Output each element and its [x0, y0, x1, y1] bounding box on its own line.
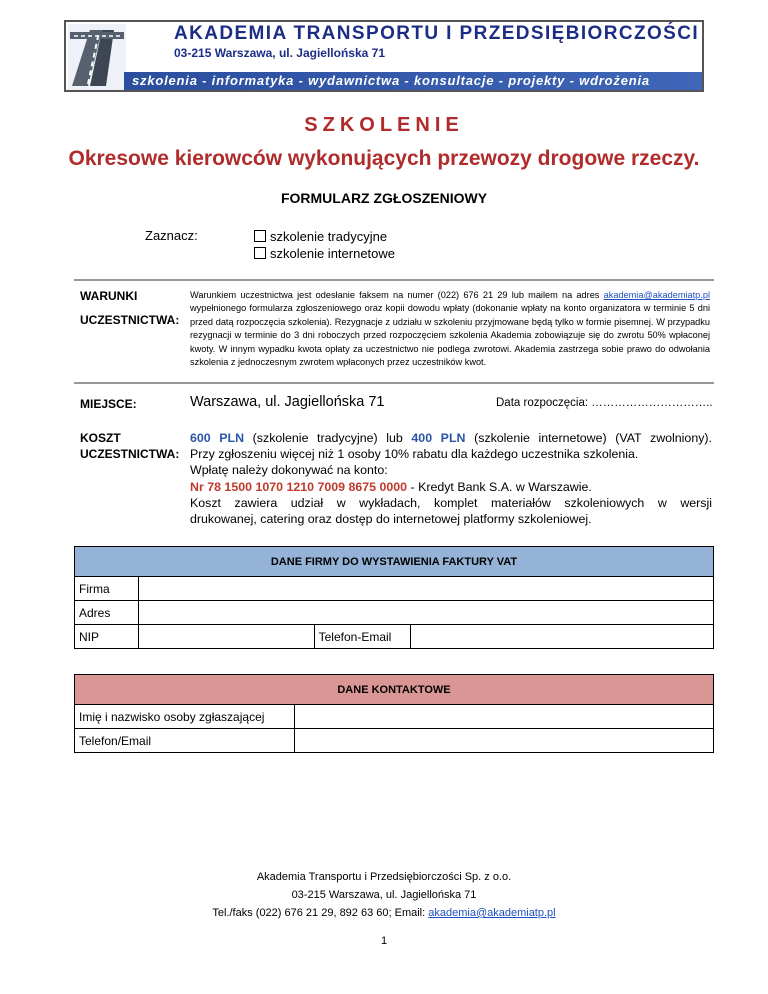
- footer-company: Akademia Transportu i Przedsiębiorczości Sp. z o.o.: [256, 871, 512, 883]
- road-logo-icon: [68, 24, 126, 90]
- price-online: 400 PLN: [411, 431, 466, 445]
- option-online[interactable]: [254, 246, 395, 261]
- option-traditional-label: szkolenie tradycyjne: [270, 229, 388, 244]
- choice-label: Zaznacz:: [145, 228, 198, 243]
- includes-line: Koszt zawiera udział w wykładach, komplet materiałów szkoleniowych w wersji: [190, 495, 712, 510]
- name-input[interactable]: [294, 705, 713, 729]
- footer-address: 03-215 Warszawa, ul. Jagiellońska 71: [291, 889, 477, 901]
- checkbox-online[interactable]: [254, 247, 266, 259]
- footer-email-link[interactable]: akademia@akademiatp.pl: [428, 907, 556, 919]
- address-label: Adres: [75, 601, 139, 625]
- address-input[interactable]: [138, 601, 713, 625]
- name-label: Imię i nazwisko osoby zgłaszającej: [75, 705, 295, 729]
- contact-phone-input[interactable]: [294, 729, 713, 753]
- firm-input[interactable]: [138, 577, 713, 601]
- divider: [74, 382, 714, 384]
- training-subtitle: Okresowe kierowców wykonujących przewozy drogowe rzeczy.: [68, 147, 700, 170]
- contact-table: [74, 674, 714, 753]
- footer-contact-text: Tel./faks (022) 676 21 29, 892 63 60; Email:: [212, 907, 426, 919]
- services-strip: [124, 72, 702, 90]
- nip-input[interactable]: [138, 625, 314, 649]
- org-name: AKADEMIA TRANSPORTU I PRZEDSIĘBIORCZOŚCI: [174, 23, 700, 44]
- includes-line-2: drukowanej, catering oraz dostęp do internetowej platformy szkoleniowej.: [190, 512, 592, 527]
- conditions-label-2: UCZESTNICTWA:: [80, 313, 180, 327]
- page-number: 1: [380, 935, 388, 947]
- discount-line: Przy zgłoszeniu więcej niż 1 osoby 10% rabatu dla każdego uczestnika szkolenia.: [190, 447, 639, 462]
- price-line: [190, 430, 712, 446]
- price-traditional: 600 PLN: [190, 431, 245, 445]
- place-value: Warszawa, ul. Jagiellońska 71: [190, 394, 385, 410]
- phone-email-input[interactable]: [410, 625, 713, 649]
- phone-email-label: Telefon-Email: [314, 625, 410, 649]
- conditions-text-1: Warunkiem uczestnictwa jest odesłanie faksem na numer (022) 676 21 29 lub mailem na adres: [190, 290, 600, 300]
- invoice-header: DANE FIRMY DO WYSTAWIENIA FAKTURY VAT: [75, 547, 714, 577]
- footer: [0, 868, 768, 922]
- option-online-label: szkolenie internetowe: [270, 246, 396, 261]
- conditions-label: WARUNKI: [80, 289, 138, 303]
- cost-label-2: UCZESTNICTWA:: [80, 447, 180, 461]
- account-number: Nr 78 1500 1070 1210 7009 8675 0000: [190, 479, 408, 494]
- start-date-label: Data rozpoczęcia: …………………………..: [496, 397, 713, 409]
- form-title: FORMULARZ ZGŁOSZENIOWY: [280, 190, 488, 206]
- conditions-text: [190, 289, 710, 369]
- cost-details: [190, 430, 712, 527]
- payment-intro: Wpłatę należy dokonywać na konto:: [190, 463, 388, 478]
- header-banner: [64, 20, 704, 92]
- contact-header: DANE KONTAKTOWE: [75, 675, 714, 705]
- conditions-text-2: wypełnionego formularza zgłoszeniowego oraz kopii dowodu wpłaty (dokonanie wpłaty na konto organizatora w terminie 5 dni przed datą rozpoczęcia szkolenia). Rezygnacje z udziału w szkoleniu przyjmowane będą tylko w formie pisemnej. W przypadku rezygnacji w terminie do 3 dni roboczych przed rozpoczęciem szkolenia Akademia zobowiązuje się do zwrotu 50% wpłaconej kwoty. W innym wypadku kwota opłaty za uczestnictwo nie podlega zwrotowi. Akademia zastrzega sobie prawo do odwołania szkolenia z jednoczesnym zwrotem wpłaconych przez uczestników kwot.: [190, 303, 710, 368]
- nip-label: NIP: [75, 625, 139, 649]
- contact-phone-label: Telefon/Email: [75, 729, 295, 753]
- services-text: szkolenia - informatyka - wydawnictwa - konsultacje - projekty - wdrożenia: [132, 73, 650, 88]
- bank-name: - Kredyt Bank S.A. w Warszawie.: [410, 479, 592, 494]
- price-online-text: (szkolenie internetowe) (VAT zwolniony).: [474, 431, 712, 445]
- invoice-table: [74, 546, 714, 649]
- page-title: SZKOLENIE: [304, 114, 464, 136]
- account-line: [190, 479, 712, 495]
- email-link[interactable]: akademia@akademiatp.pl: [603, 290, 710, 300]
- price-traditional-text: (szkolenie tradycyjne) lub: [252, 431, 403, 445]
- cost-label: KOSZT: [80, 431, 121, 445]
- option-traditional[interactable]: [254, 229, 387, 244]
- checkbox-traditional[interactable]: [254, 230, 266, 242]
- footer-contact: [0, 904, 768, 922]
- divider: [74, 279, 714, 281]
- org-address: 03-215 Warszawa, ul. Jagiellońska 71: [174, 46, 385, 60]
- firm-label: Firma: [75, 577, 139, 601]
- place-label: MIEJSCE:: [80, 397, 137, 411]
